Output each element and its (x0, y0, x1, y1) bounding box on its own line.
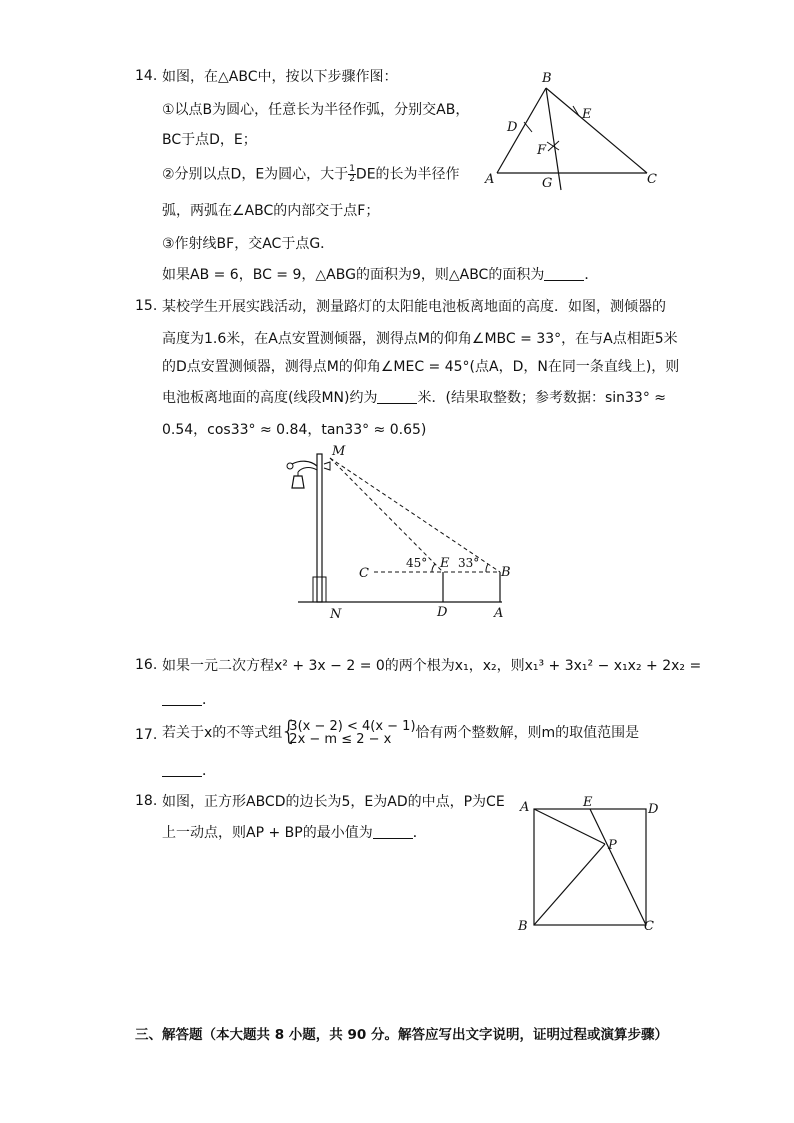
label-angle-45: 45° (406, 556, 428, 570)
section-heading: 三、解答题（本大题共 8 小题，共 90 分。解答应写出文字说明，证明过程或演算步骤） (135, 1027, 668, 1043)
label-e: E (440, 556, 450, 571)
label-f: F (537, 143, 547, 158)
q15-line2: 高度为1.6米，在A点安置测倾器，测得点M的仰角∠MBC = 33°，在与A点相距5米 (162, 331, 678, 347)
label-g: G (542, 176, 553, 191)
pole-base (313, 577, 326, 602)
q15-line3: 的D点安置测倾器，测得点M的仰角∠MEC = 45°(点A，D，N在同一条直线上)，则 (162, 359, 680, 375)
label-b: B (518, 919, 528, 934)
q17-text: 若关于x的不等式组 { 3(x − 2) < 4(x − 1) 2x − m ≤ 2 − x 恰有两个整数解，则m的取值范围是 (162, 716, 639, 750)
angle-arc-33 (486, 564, 488, 572)
answer-blank[interactable] (544, 266, 584, 281)
label-a: A (520, 800, 530, 815)
label-m: M (332, 444, 346, 459)
question-number: 15. (135, 298, 158, 314)
q14-triangle-figure (480, 66, 670, 192)
label-n: N (330, 607, 342, 622)
lamp-head (292, 476, 304, 488)
label-p: P (608, 838, 617, 853)
q17-answer-line: ． (162, 762, 216, 780)
label-b: B (501, 565, 511, 580)
label-angle-33: 33° (458, 556, 480, 570)
sight-line-bm (330, 458, 500, 572)
label-d: D (437, 605, 448, 620)
q14-step2a-post: DE的长为半径作 (355, 166, 460, 183)
answer-blank[interactable] (377, 389, 417, 404)
label-c: C (644, 919, 654, 934)
q15-line4: 电池板离地面的高度(线段MN)约为 米．(结果取整数；参考数据：sin33° ≈ (162, 390, 666, 406)
label-e: E (583, 795, 593, 810)
q18-square-figure (510, 792, 662, 938)
q14-question: 如果AB = 6，BC = 9，△ABG的面积为9，则△ABC的面积为 ． (162, 267, 599, 283)
q14-step3: ③作射线BF，交AC于点G． (162, 236, 335, 252)
segment-bc (546, 88, 647, 173)
q14-step1a: ①以点B为圆心，任意长为半径作弧，分别交AB， (162, 102, 470, 118)
question-number: 17. (135, 727, 158, 743)
ray-bf (546, 88, 561, 190)
label-e: E (582, 107, 592, 122)
question-number: 14. (135, 68, 158, 84)
inequality-system: { 3(x − 2) < 4(x − 1) 2x − m ≤ 2 − x (282, 720, 415, 746)
segment-ab (497, 88, 546, 173)
label-b: B (542, 71, 552, 86)
segment-ce (590, 809, 646, 925)
q14-step2b: 弧，两弧在∠ABC的内部交于点F； (162, 203, 380, 219)
label-c: C (359, 566, 369, 581)
label-a: A (485, 172, 495, 187)
lamp-arm-lower (298, 468, 317, 472)
angle-arc-45 (432, 564, 435, 572)
q14-intro: 如图，在△ABC中，按以下步骤作图： (162, 69, 398, 85)
fraction-one-half: $\frac{1}{2}$ (349, 164, 355, 184)
q15-line5: 0.54，cos33° ≈ 0.84，tan33° ≈ 0.65) (162, 422, 427, 438)
lamp-ornament (287, 463, 293, 469)
segment-ap (534, 809, 605, 844)
sight-line-em (330, 458, 443, 572)
q16-text: 如果一元二次方程x² + 3x − 2 = 0的两个根为x₁，x₂，则x₁³ + 3x₁² − x₁x₂ + 2x₂ = (162, 658, 702, 674)
answer-blank[interactable] (373, 824, 413, 839)
label-c: C (647, 172, 657, 187)
q14-step2a (162, 165, 460, 184)
label-d: D (648, 802, 659, 817)
label-d: D (507, 120, 518, 135)
q18-line2: 上一动点，则AP + BP的最小值为 ． (162, 825, 427, 841)
question-number: 18. (135, 793, 158, 809)
lamp-arm (292, 461, 317, 466)
segment-bp (534, 844, 605, 925)
q15-lamp-figure (280, 442, 520, 626)
solar-panel (324, 462, 330, 470)
q18-line1: 如图，正方形ABCD的边长为5，E为AD的中点，P为CE (162, 794, 505, 810)
question-number: 16. (135, 657, 158, 673)
square-abcd (534, 809, 646, 925)
q14-step1b: BC于点D，E； (162, 132, 257, 148)
label-a: A (494, 606, 504, 621)
arc-mark-d (524, 122, 532, 132)
q14-step2a-pre: ②分别以点D，E为圆心，大于 (162, 166, 349, 183)
answer-blank[interactable] (162, 691, 202, 706)
lamp-pole (317, 454, 322, 602)
answer-blank[interactable] (162, 762, 202, 777)
q15-line1: 某校学生开展实践活动，测量路灯的太阳能电池板离地面的高度．如图，测倾器的 (162, 299, 666, 315)
q16-answer-line: ． (162, 691, 216, 709)
